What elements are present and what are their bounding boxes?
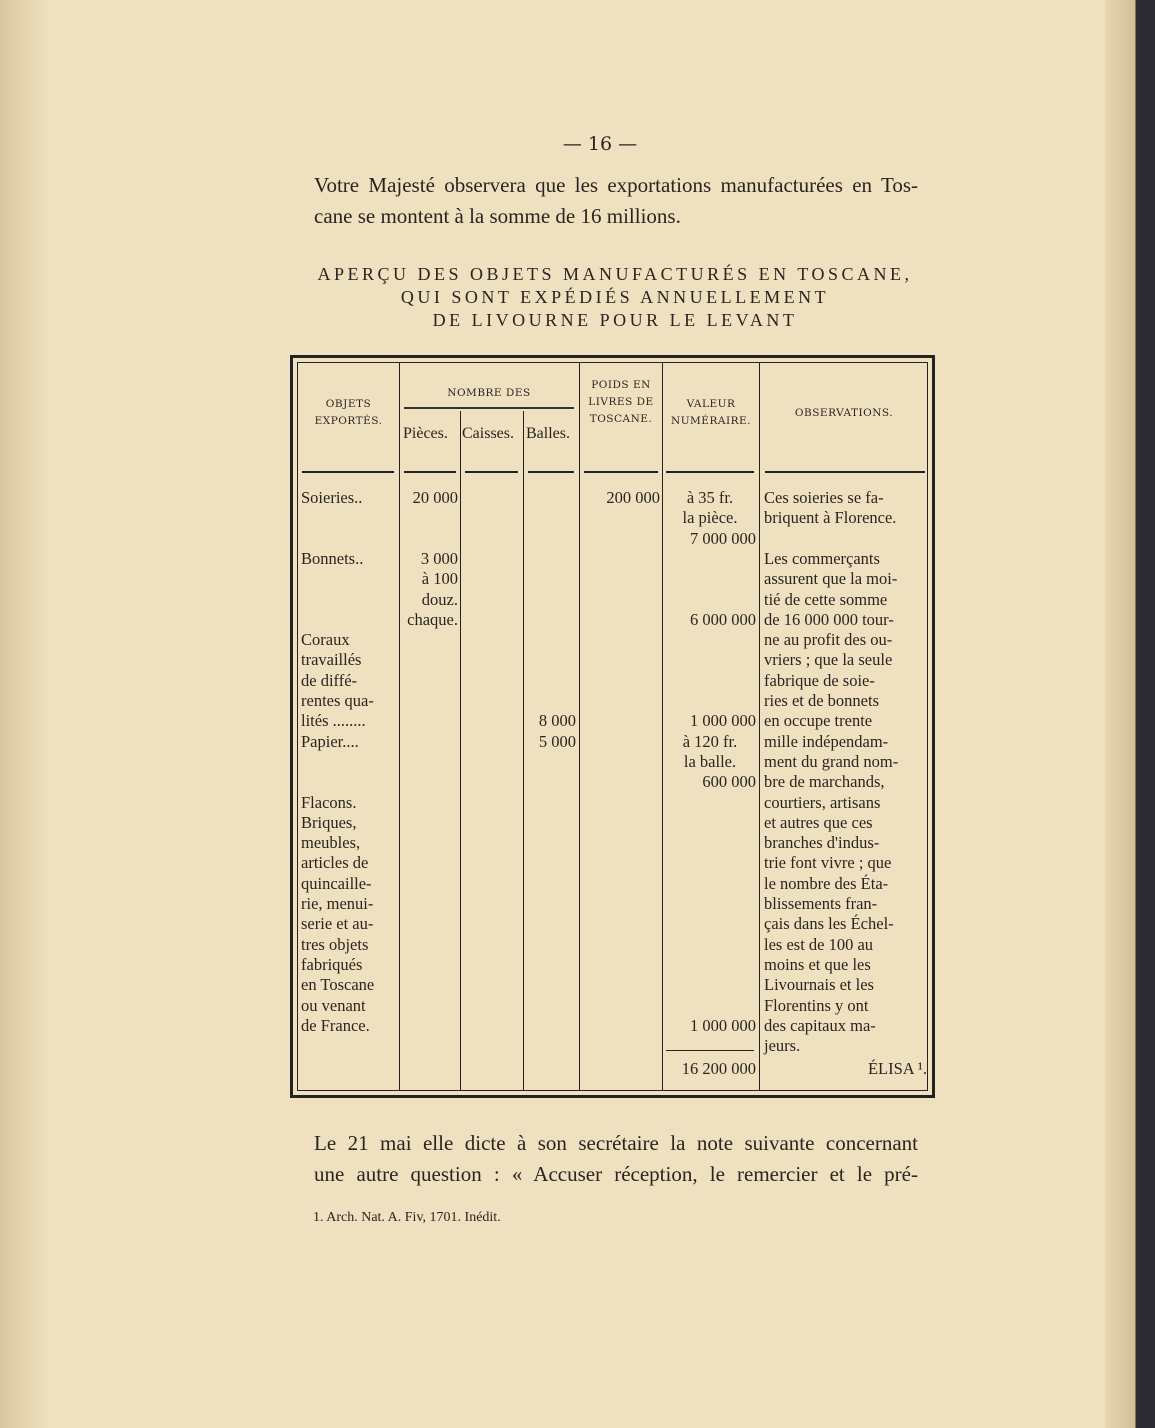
cell-objets: Bonnets.. bbox=[301, 548, 364, 568]
header-balles: Balles. bbox=[526, 425, 570, 442]
cell-observations: ÉLISA ¹. bbox=[867, 1059, 927, 1079]
cell-observations: ment du grand nom- bbox=[764, 751, 899, 771]
cell-observations: Florentins y ont bbox=[764, 995, 869, 1015]
intro-paragraph bbox=[314, 170, 918, 232]
cell-observations: bre de marchands, bbox=[764, 772, 885, 792]
cell-pieces: 3 000 bbox=[420, 548, 458, 568]
cell-valeur: 6 000 000 bbox=[690, 609, 756, 629]
cell-pieces: douz. bbox=[421, 589, 458, 609]
cell-objets: Coraux bbox=[301, 630, 350, 650]
cell-valeur: 16 200 000 bbox=[681, 1059, 756, 1079]
header-observations: OBSERVATIONS. bbox=[794, 407, 894, 419]
cell-observations: des capitaux ma- bbox=[764, 1015, 876, 1035]
cell-objets: Soieries.. bbox=[301, 488, 363, 507]
intro-line-1: Votre Majesté observera que les exportations manufacturées en Tos- bbox=[314, 173, 918, 197]
cell-observations: de 16 000 000 tour- bbox=[764, 609, 894, 629]
cell-valeur: la pièce. bbox=[682, 508, 738, 528]
cell-observations: Les commerçants bbox=[764, 548, 880, 568]
footnote: 1. Arch. Nat. A. Fiv, 1701. Inédit. bbox=[313, 1210, 501, 1225]
cell-objets: Papier.... bbox=[301, 731, 359, 751]
cell-valeur: à 35 fr. bbox=[686, 488, 734, 507]
cell-objets: articles de bbox=[301, 853, 369, 873]
table-title-line-2: QUI SONT EXPÉDIÉS ANNUELLEMENT bbox=[400, 287, 830, 307]
cell-valeur: la balle. bbox=[683, 751, 737, 771]
brace bbox=[404, 407, 574, 409]
cell-pieces: à 100 bbox=[421, 569, 458, 589]
table-title-line-1: APERÇU DES OBJETS MANUFACTURÉS EN TOSCANE, bbox=[317, 264, 913, 284]
cell-observations: ne au profit des ou- bbox=[764, 630, 893, 650]
cell-valeur: 1 000 000 bbox=[690, 711, 756, 731]
closing-line-2: une autre question : « Accuser réception, le remercier et le pré- bbox=[314, 1162, 918, 1186]
cell-observations: moins et que les bbox=[764, 954, 871, 974]
cell-objets: fabriqués bbox=[301, 954, 363, 974]
table-title-line-3: DE LIVOURNE POUR LE LEVANT bbox=[432, 310, 798, 330]
page-left-edge bbox=[0, 0, 48, 1428]
cell-observations: Livournais et les bbox=[764, 975, 874, 995]
cell-objets: rentes qua- bbox=[301, 691, 374, 710]
cell-observations: vriers ; que la seule bbox=[764, 650, 893, 670]
cell-objets: Briques, bbox=[301, 812, 357, 832]
cell-valeur: 1 000 000 bbox=[690, 1015, 756, 1035]
header-poids: POIDS EN LIVRES DE TOSCANE. bbox=[588, 379, 654, 425]
cell-observations: les est de 100 au bbox=[764, 934, 874, 954]
cell-observations: en occupe trente bbox=[764, 711, 873, 731]
cell-observations: fabrique de soie- bbox=[764, 670, 875, 690]
cell-objets: lités ........ bbox=[301, 711, 366, 731]
cell-observations: Ces soieries se fa- bbox=[764, 488, 884, 507]
closing-line-1: Le 21 mai elle dicte à son secrétaire la note suivante concernant bbox=[314, 1131, 918, 1155]
cell-observations: çais dans les Échel- bbox=[764, 914, 894, 934]
cell-balles: 5 000 bbox=[538, 731, 576, 751]
cell-observations: le nombre des Éta- bbox=[764, 873, 889, 893]
cell-balles: 8 000 bbox=[538, 711, 576, 731]
cell-observations: et autres que ces bbox=[764, 812, 873, 832]
cell-poids: 200 000 bbox=[606, 488, 660, 507]
cell-pieces: 20 000 bbox=[412, 488, 458, 507]
cell-observations: briquent à Florence. bbox=[764, 508, 897, 528]
cell-observations: courtiers, artisans bbox=[764, 792, 881, 812]
cell-valeur: 600 000 bbox=[702, 772, 756, 792]
cell-objets: de France. bbox=[301, 1015, 370, 1035]
cell-objets: quincaille- bbox=[301, 873, 372, 893]
cell-valeur: 7 000 000 bbox=[690, 528, 756, 548]
cell-objets: tres objets bbox=[301, 934, 369, 954]
cell-objets: rie, menui- bbox=[301, 894, 374, 913]
cell-objets: Flacons. bbox=[301, 792, 357, 812]
cell-observations: tié de cette somme bbox=[764, 589, 888, 609]
table-title bbox=[250, 263, 980, 332]
cell-observations: ries et de bonnets bbox=[764, 691, 880, 710]
closing-paragraph bbox=[314, 1128, 918, 1190]
cell-pieces: chaque. bbox=[407, 609, 458, 629]
header-objets: OBJETS EXPORTÉS. bbox=[314, 398, 383, 427]
cell-observations: mille indépendam- bbox=[764, 731, 889, 751]
cell-observations: assurent que la moi- bbox=[764, 569, 898, 589]
cell-objets: en Toscane bbox=[301, 975, 375, 995]
exports-table bbox=[290, 355, 935, 1098]
cell-observations: branches d'indus- bbox=[764, 833, 880, 853]
cell-objets: de diffé- bbox=[301, 670, 358, 690]
intro-line-2: cane se montent à la somme de 16 millions. bbox=[314, 204, 681, 228]
cell-valeur: à 120 fr. bbox=[682, 731, 738, 751]
header-pieces: Pièces. bbox=[403, 425, 448, 442]
header-valeur: VALEUR NUMÉRAIRE. bbox=[671, 398, 751, 427]
cell-observations: trie font vivre ; que bbox=[764, 853, 892, 873]
cell-objets: travaillés bbox=[301, 650, 362, 670]
page-number: — 16 — bbox=[562, 133, 638, 155]
cell-observations: blissements fran- bbox=[764, 894, 878, 913]
cell-objets: serie et au- bbox=[301, 914, 374, 934]
cell-observations: jeurs. bbox=[764, 1036, 801, 1056]
page-right-edge bbox=[1105, 0, 1155, 1428]
header-caisses: Caisses. bbox=[462, 425, 514, 442]
cell-objets: meubles, bbox=[301, 833, 361, 853]
header-nombre-des: NOMBRE DES bbox=[447, 387, 531, 399]
cell-objets: ou venant bbox=[301, 995, 366, 1015]
